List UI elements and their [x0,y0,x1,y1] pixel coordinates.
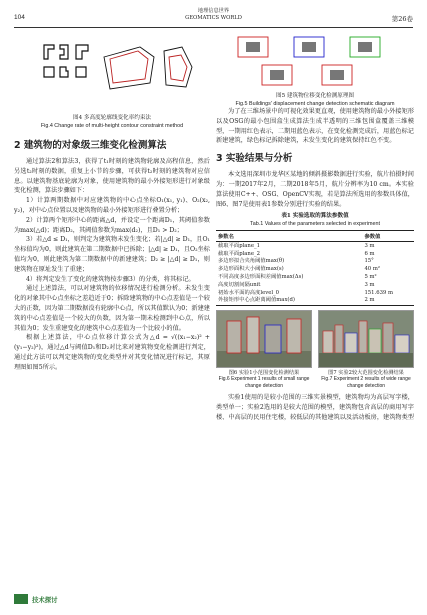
step-4: 4）将判定发生了变化的建筑物按步骤3）的分类，将其标记。 [26,275,195,283]
figure-7-caption-cn: 图7 实验2较大范围变化检测结果 [328,369,404,376]
table-row [216,250,414,258]
section-logo-icon [14,594,28,604]
footprint-d [60,67,68,77]
footprint-f [76,67,86,77]
figure-4 [14,37,210,133]
table-header-row [216,230,414,241]
table-1 [216,230,414,306]
contour-right [164,47,192,87]
table-row [216,297,414,305]
figure-6-caption-cn: 图6 实验1小范围变化检测结果 [228,369,300,376]
figure-6 [216,310,312,390]
volume-label: 第26卷 [391,15,413,23]
figure-7 [318,310,414,390]
table-cell: 初始水平面的高度level_0 [218,289,280,296]
page-number: 104 [14,14,25,21]
figure-5-caption-en: Fig.5 Buildings' displacement change detection schematic diagram [235,100,395,107]
paragraph: 根据上述算法，中心点位移计算公式为△d = √((x₁−x₂)² + (y₁−y₂)²)，通过△d与阈值D₁和D₂对比来对建筑物变化检测进行判定，通过此方法可以判定建筑物的变化类型并对其变化情况进行标记，其原理图如图5所示。 [14,334,210,371]
figure-6-7-row [216,310,414,390]
table-1-caption-cn: 表1 实验选取的算法参数值 [281,213,349,220]
figure-6-image [216,310,312,368]
figure-7-image [318,310,414,368]
table-row [216,266,414,274]
paragraph: 通过算法2和算法3，获得了t₁时刻的建筑物轮廓及高程信息，然后另选t₂时刻的数据，重复上小节的步骤，可获得t₂时刻的建筑物对应信息。以建筑物基底轮廓为对象，使用建筑物的最小外接矩形进行对象级变化检测，算法步骤如下： [14,158,210,195]
figure-5 [216,33,414,107]
paragraph: 通过上述算法，可以对建筑物的位移情况进行检测分析。未发生变化的对象其中心点坐标之差趋近于0；拆除建筑物的中心点差值是一个较大的正数，因为第二期数据没有轮廓中心点，所以其值默认为0；新建建筑的中心点差值是一个较大的负数，因为第一期未检测到中心点，所以其值为0；发生重建变化的建筑中心点差值为一个比较小的值。 [14,285,210,332]
table-row [216,258,414,266]
left-column [14,33,210,373]
table-cell: 15° [364,258,374,265]
figure-7-caption-en: Fig.7 Experiment 2 results of wide range change detection [321,376,411,389]
contour-right-inner [169,55,187,81]
footprint-b [60,45,68,59]
table-cell: 截取平面plane_1 [218,242,260,249]
section-3-title: 3 实验结果与分析 [216,153,293,165]
step-3: 3）若△d ≤ D₁，则判定为建筑物未发生变化；若|△d| ≥ D₁，且O₁坐标值均为0，则此建筑在第二期数据中已拆除；|△d| ≥ D₁，且O₂坐标值均为0，则此建筑为第二期数据中的新建建筑；D₂ ≥ |△d| ≥ D₁，则建筑物在原址发生了重建； [14,236,210,273]
column-header: 参数名 [216,230,332,241]
journal-title-cn: 地理信息世界 [197,8,230,14]
section-label: 技术探讨 [32,595,58,604]
figure-6-caption-en: Fig.6 Experiment 1 results of small range change detection [218,376,310,389]
page-header [14,6,413,28]
paragraph: 为了在三维场景中的可视化效果更直观，使用建筑物的最小外接矩形以及OSG的最小包围盒生成算法生成半透明的三维包围盒覆盖三维模型，一期用红色表示，二期用蓝色表示，在变化检测完成后，用蓝色标记新建建筑，绿色标记拆除建筑，未发生变化的建筑保持红色不变。 [216,108,414,145]
step-2: 2）计算两个矩形中心的距离△d，并设定一个距离D₁，其阈值参数为max(△d)；距离D₂，其阈值参数为max(d₂)，且D₁ > D₂； [14,216,210,234]
journal-title [14,8,413,22]
figure-5-caption-cn: 图5 建筑物位移变化检测原理图 [275,93,355,99]
table-1-caption-en: Tab.1 Values of the parameters selected in experiment [250,220,380,227]
table-cell: 截取平面plane_2 [218,250,260,257]
table-cell: 外接矩形中心点距离阈值max(d) [216,297,332,305]
table-row [216,281,414,289]
table-cell: 3 m [364,281,375,288]
paragraph: 本文选用深圳市龙华区某地的倾斜摄影数据进行实验，航片拍摄时间为：一期2017年2月，二期2018年5月，航片分辨率为10 cm。本实验算法使用C++、OSG、OpenCV实现，若是算法所选用的参数具体值，图6、图7是使用表1参数分别进行实验的结果。 [216,171,414,208]
table-row [216,273,414,281]
table-cell: 不同高度多边形面积差阈值max(Δs) [218,273,304,280]
table-cell: 151.639 m [364,289,394,296]
figure-4-caption-en: Fig.4 Change rate of multi-height contour constraint method [40,122,184,129]
footprint-c [44,67,54,77]
figure-4-diagram [14,37,210,115]
contour-inner [110,51,148,83]
figure-5-diagram [216,33,414,89]
table-row [216,242,414,250]
table-cell: 高度切割间隔unit [218,281,261,288]
section-2-title: 2 建筑物的对象级三维变化检测算法 [14,140,167,151]
footprint-e [76,45,88,59]
paragraph: 实验1使用的是较小范围的三维实景模型，建筑物均为高层写字楼，类型单一；实验2选用的是较大范围的模型，建筑物包含高层的商用写字楼、中高层的民用住宅楼，较低层的其他建筑以及活动板房，建筑物类型 [216,394,414,421]
column-header: 参数值 [332,230,414,241]
table-cell: 5 m² [364,273,377,280]
table-cell: 多边形面积大小阈值max(s) [218,266,284,273]
table-cell: 多边形拟合夹角阈值max(θ) [218,258,285,265]
table-cell: 3 m [364,242,375,249]
page-footer [14,593,58,605]
table-cell: 6 m [364,250,375,257]
table-cell: 2 m [332,297,414,305]
table-cell: 40 m² [364,266,381,273]
journal-title-en: GEOMATICS WORLD [185,15,242,21]
step-1: 1）计算两期数据中对应建筑物的中心点坐标O₁(x₁, y₁)、O₂(x₂, y₂)，对中心点位置以及建筑物的最小外接矩形进行叠置分析； [14,197,210,214]
footprint-a [44,45,54,59]
table-row [216,289,414,297]
figure-4-caption-cn: 图4 多高度轮廓线变化率约束法 [72,115,152,121]
right-column [216,33,414,423]
